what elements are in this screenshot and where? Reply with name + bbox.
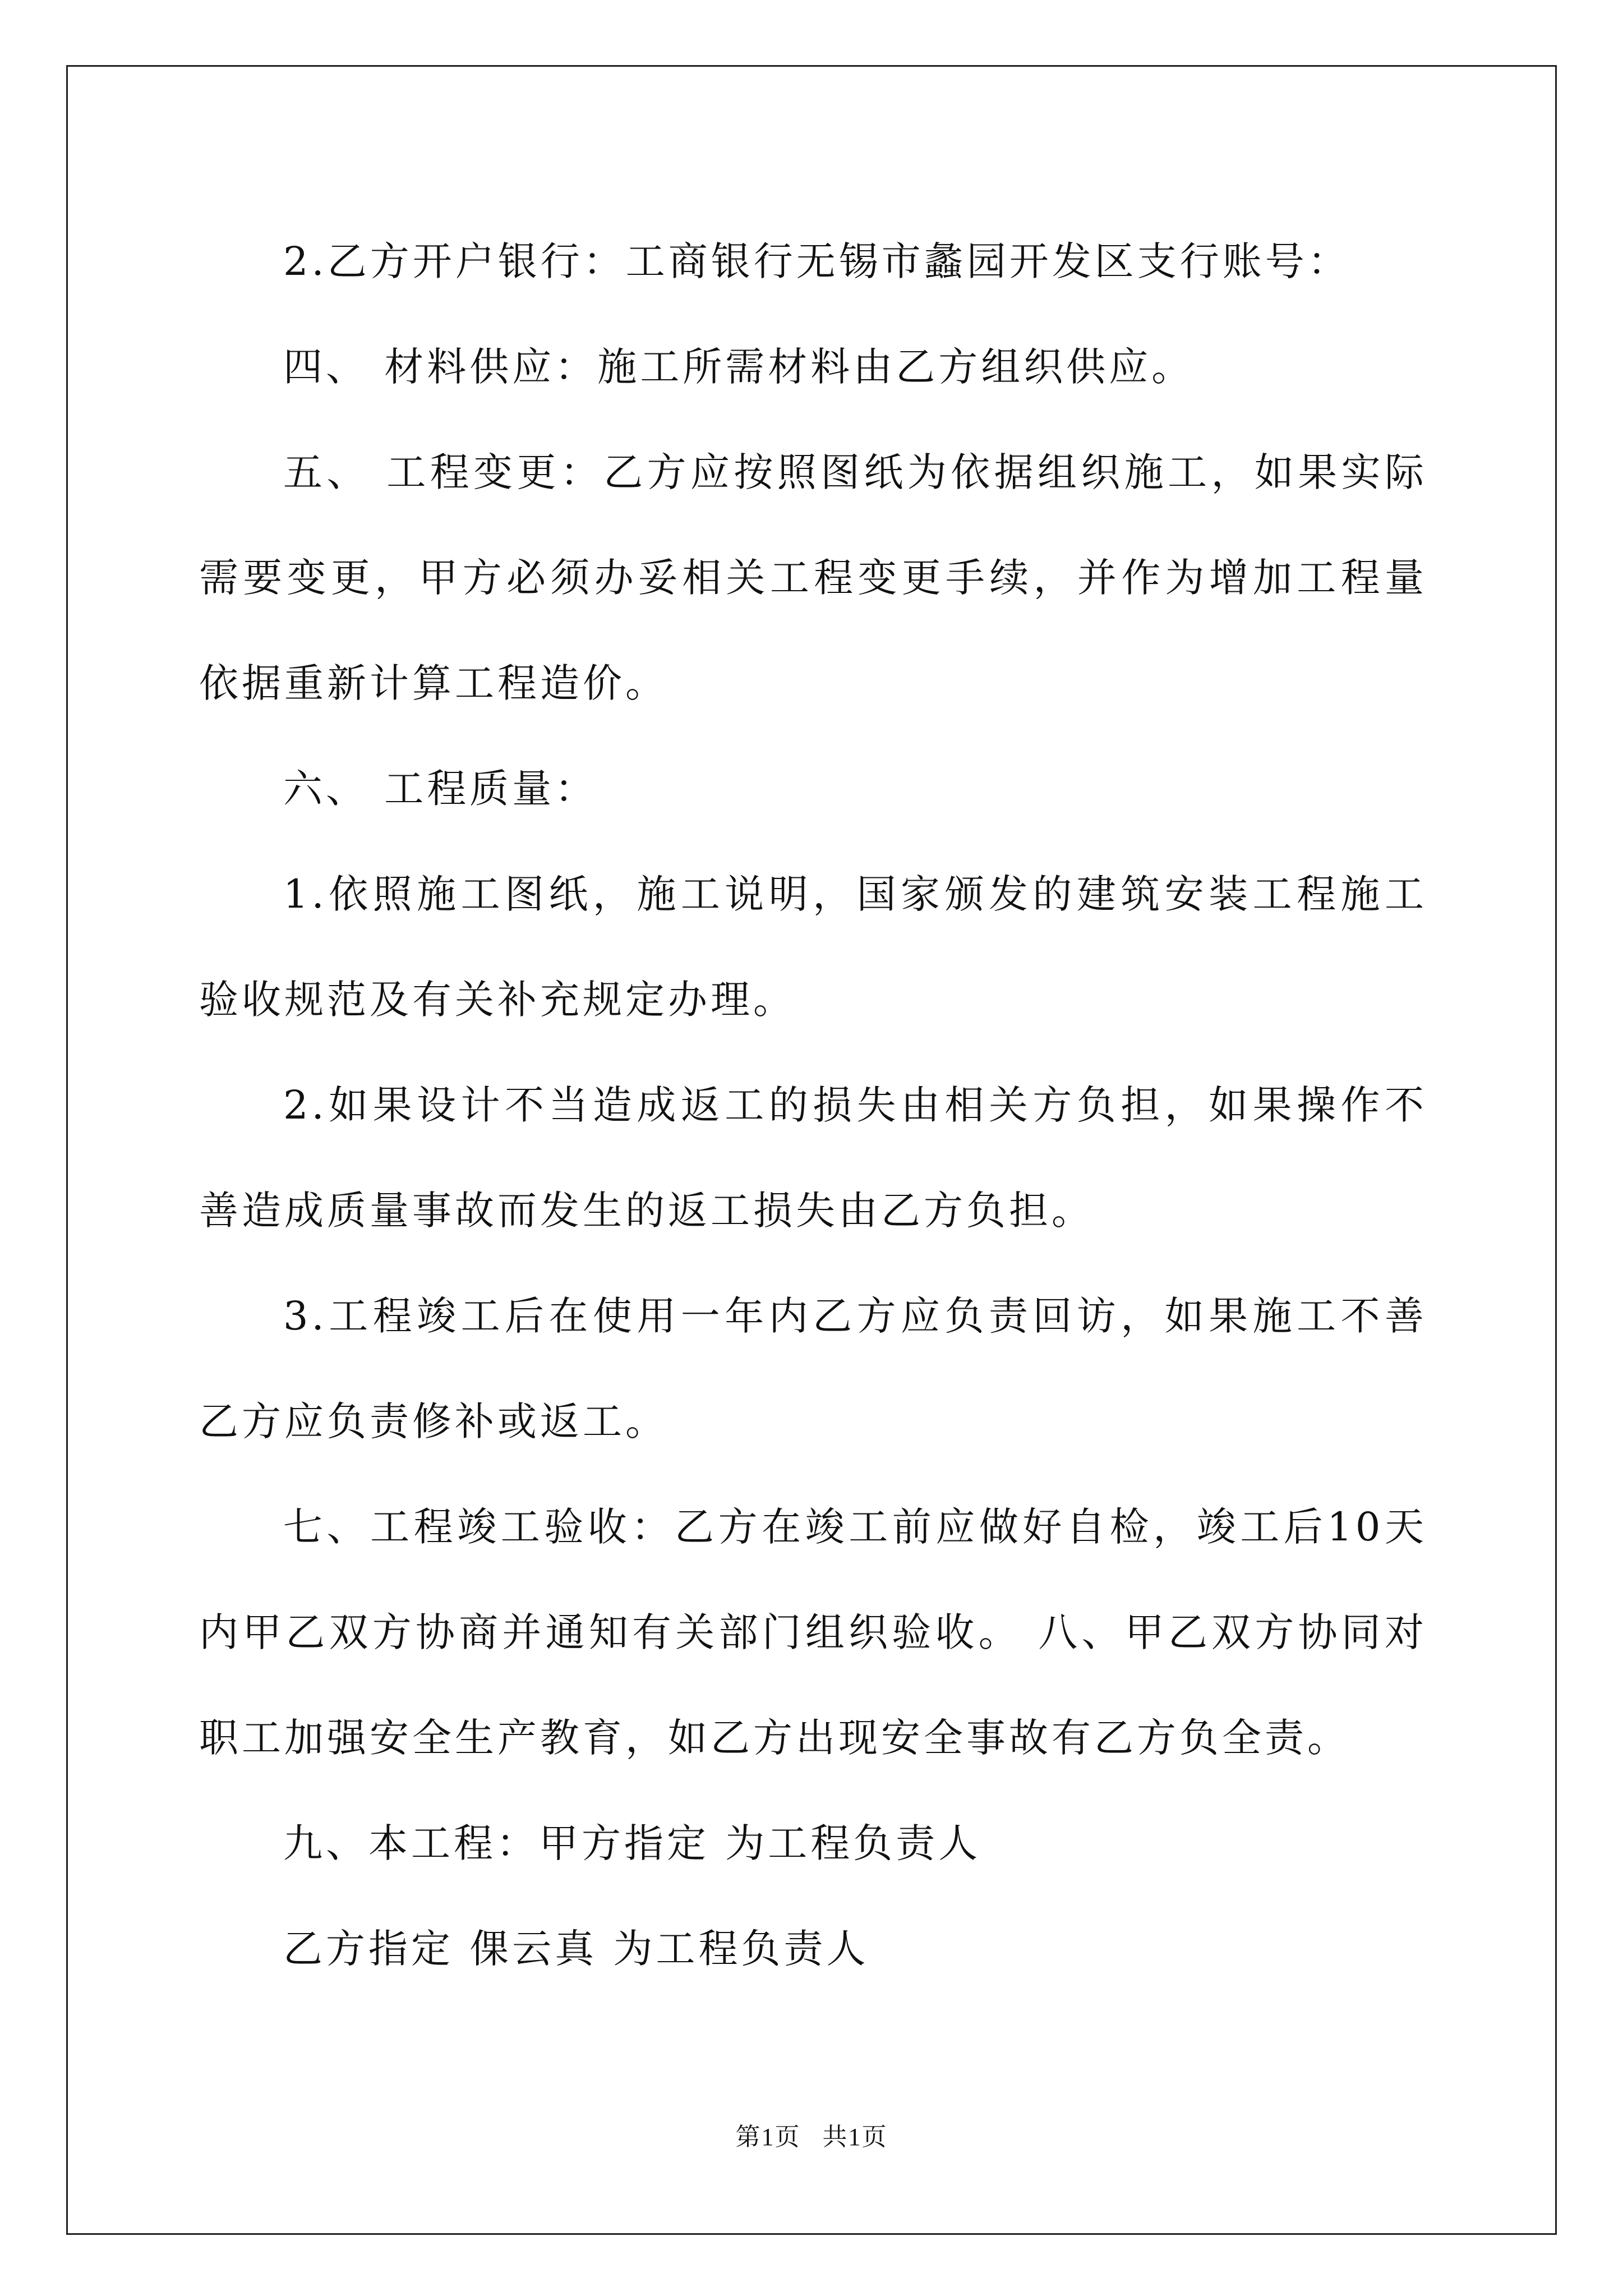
page-number: 第1页 共1页 — [735, 2123, 888, 2151]
paragraph-quality-heading: 六、 工程质量： — [283, 766, 598, 812]
paragraph-quality-item-3: 3.工程竣工后在使用一年内乙方应负责回访，如果施工不善乙方应负责修补或返工。 — [199, 1293, 1427, 1444]
paragraph-material-supply: 四、 材料供应：施工所需材料由乙方组织供应。 — [283, 344, 1195, 390]
document-body — [199, 209, 1427, 2001]
page-footer — [0, 2116, 1623, 2152]
paragraph-acceptance-safety: 七、工程竣工验收：乙方在竣工前应做好自检，竣工后10天内甲乙双方协商并通知有关部门组织验收。 八、甲乙双方协同对职工加强安全生产教育，如乙方出现安全事故有乙方负全责。 — [199, 1504, 1427, 1761]
paragraph-quality-item-1: 1.依照施工图纸，施工说明，国家颁发的建筑安装工程施工验收规范及有关补充规定办理。 — [199, 871, 1427, 1023]
paragraph-bank-account: 2.乙方开户银行：工商银行无锡市蠡园开发区支行账号： — [283, 238, 1350, 284]
paragraph-engineering-change: 五、 工程变更：乙方应按照图纸为依据组织施工，如果实际需要变更，甲方必须办妥相关工程变更手续，并作为增加工程量依据重新计算工程造价。 — [199, 449, 1427, 706]
paragraph-party-a-manager: 九、本工程：甲方指定 为工程负责人 — [283, 1820, 981, 1866]
paragraph-quality-item-2: 2.如果设计不当造成返工的损失由相关方负担，如果操作不善造成质量事故而发生的返工损失由乙方负担。 — [199, 1082, 1427, 1234]
paragraph-party-b-manager: 乙方指定 倮云真 为工程负责人 — [283, 1926, 869, 1972]
